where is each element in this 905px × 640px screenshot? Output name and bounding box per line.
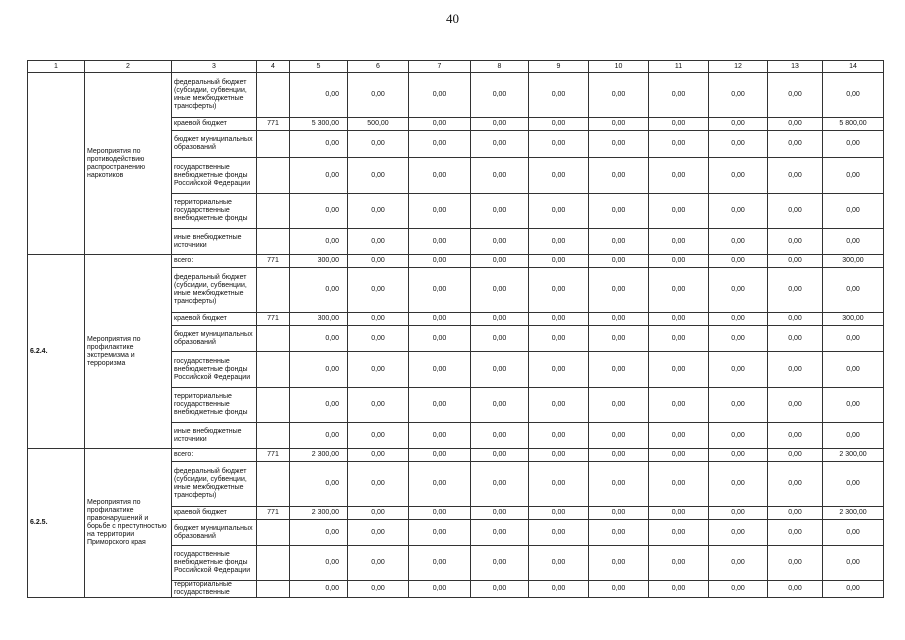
amount-cell: 0,00 [649,158,709,194]
amount-cell: 300,00 [290,313,348,326]
amount-cell: 0,00 [589,229,649,255]
amount-cell: 0,00 [409,229,471,255]
funding-source: краевой бюджет [172,118,257,131]
budget-code: 771 [257,255,290,268]
amount-cell: 0,00 [529,326,589,352]
table-row [28,449,884,462]
column-number: 8 [471,61,529,73]
amount-cell: 0,00 [529,388,589,423]
amount-cell: 0,00 [409,423,471,449]
amount-cell: 0,00 [409,449,471,462]
column-number: 13 [768,61,823,73]
amount-cell: 0,00 [471,229,529,255]
amount-cell: 0,00 [348,546,409,581]
amount-cell: 0,00 [471,268,529,313]
amount-cell: 0,00 [290,388,348,423]
amount-cell: 0,00 [709,268,768,313]
funding-source: территориальные государственные [172,581,257,598]
amount-cell: 0,00 [348,423,409,449]
funding-source: государственные внебюджетные фонды Российской Федерации [172,546,257,581]
amount-cell: 0,00 [409,546,471,581]
amount-cell: 0,00 [529,423,589,449]
amount-cell: 0,00 [589,423,649,449]
amount-cell: 0,00 [471,462,529,507]
budget-code [257,520,290,546]
amount-cell: 0,00 [471,313,529,326]
amount-cell: 0,00 [589,546,649,581]
amount-cell: 0,00 [409,520,471,546]
budget-code [257,194,290,229]
amount-cell: 0,00 [529,73,589,118]
amount-cell: 0,00 [471,507,529,520]
amount-cell: 0,00 [409,462,471,507]
amount-cell: 0,00 [589,326,649,352]
amount-cell: 0,00 [589,255,649,268]
column-number-row [28,61,884,73]
amount-cell: 0,00 [649,507,709,520]
amount-cell: 0,00 [649,449,709,462]
amount-cell: 0,00 [709,507,768,520]
amount-cell: 0,00 [589,462,649,507]
budget-code [257,546,290,581]
amount-cell: 0,00 [529,313,589,326]
amount-cell: 0,00 [529,229,589,255]
amount-cell: 0,00 [589,131,649,158]
amount-cell: 0,00 [589,268,649,313]
amount-cell: 0,00 [768,423,823,449]
amount-cell: 0,00 [823,131,884,158]
budget-code: 771 [257,449,290,462]
budget-code [257,158,290,194]
amount-cell: 0,00 [768,449,823,462]
amount-cell: 0,00 [471,73,529,118]
column-number: 2 [85,61,172,73]
budget-code: 771 [257,313,290,326]
amount-cell: 0,00 [823,462,884,507]
amount-cell: 0,00 [348,194,409,229]
amount-cell: 0,00 [649,229,709,255]
amount-cell: 0,00 [589,313,649,326]
amount-cell: 0,00 [709,462,768,507]
budget-code [257,229,290,255]
amount-cell: 0,00 [823,352,884,388]
budget-code [257,388,290,423]
amount-cell: 0,00 [589,388,649,423]
amount-cell: 0,00 [768,255,823,268]
amount-cell: 0,00 [823,546,884,581]
amount-cell: 0,00 [649,520,709,546]
amount-cell: 0,00 [823,388,884,423]
column-number: 5 [290,61,348,73]
amount-cell: 2 300,00 [823,507,884,520]
amount-cell: 0,00 [471,352,529,388]
amount-cell: 0,00 [649,423,709,449]
amount-cell: 0,00 [768,158,823,194]
activity-id [28,73,85,255]
amount-cell: 0,00 [290,158,348,194]
amount-cell: 0,00 [709,449,768,462]
amount-cell: 0,00 [589,520,649,546]
amount-cell: 0,00 [823,229,884,255]
column-number: 3 [172,61,257,73]
amount-cell: 0,00 [409,255,471,268]
amount-cell: 0,00 [649,268,709,313]
amount-cell: 0,00 [471,194,529,229]
column-number: 1 [28,61,85,73]
amount-cell: 0,00 [348,388,409,423]
budget-code [257,268,290,313]
amount-cell: 0,00 [709,546,768,581]
table-row [28,255,884,268]
amount-cell: 0,00 [348,449,409,462]
amount-cell: 500,00 [348,118,409,131]
amount-cell: 0,00 [589,158,649,194]
amount-cell: 0,00 [471,131,529,158]
amount-cell: 0,00 [589,581,649,598]
amount-cell: 0,00 [768,462,823,507]
amount-cell: 0,00 [471,326,529,352]
activity-name: Мероприятия по профилактике правонарушений и борьбе с преступностью на территории Приморского края [85,449,172,598]
amount-cell: 0,00 [290,546,348,581]
budget-table [27,60,884,598]
amount-cell: 0,00 [529,158,589,194]
amount-cell: 0,00 [649,546,709,581]
column-number: 14 [823,61,884,73]
amount-cell: 0,00 [709,581,768,598]
amount-cell: 0,00 [649,388,709,423]
amount-cell: 0,00 [768,73,823,118]
budget-code: 771 [257,118,290,131]
column-number: 11 [649,61,709,73]
amount-cell: 0,00 [589,118,649,131]
amount-cell: 0,00 [649,313,709,326]
funding-source: бюджет муниципальных образований [172,131,257,158]
amount-cell: 0,00 [649,352,709,388]
amount-cell: 0,00 [409,268,471,313]
funding-source: территориальные государственные внебюджетные фонды [172,194,257,229]
amount-cell: 0,00 [649,255,709,268]
amount-cell: 0,00 [348,131,409,158]
amount-cell: 0,00 [290,131,348,158]
amount-cell: 0,00 [768,229,823,255]
amount-cell: 0,00 [768,546,823,581]
amount-cell: 0,00 [709,229,768,255]
amount-cell: 0,00 [589,507,649,520]
amount-cell: 0,00 [471,388,529,423]
amount-cell: 0,00 [709,352,768,388]
amount-cell: 0,00 [471,118,529,131]
amount-cell: 0,00 [348,255,409,268]
amount-cell: 0,00 [529,581,589,598]
amount-cell: 0,00 [589,73,649,118]
budget-code [257,352,290,388]
amount-cell: 0,00 [649,462,709,507]
amount-cell: 0,00 [471,449,529,462]
amount-cell: 0,00 [529,449,589,462]
column-number: 4 [257,61,290,73]
amount-cell: 0,00 [709,423,768,449]
amount-cell: 0,00 [823,268,884,313]
amount-cell: 0,00 [348,520,409,546]
column-number: 10 [589,61,649,73]
amount-cell: 0,00 [649,194,709,229]
amount-cell: 0,00 [709,313,768,326]
amount-cell: 0,00 [768,268,823,313]
amount-cell: 0,00 [471,581,529,598]
page-number: 40 [446,11,459,26]
amount-cell: 0,00 [649,581,709,598]
funding-source: территориальные государственные внебюджетные фонды [172,388,257,423]
amount-cell: 0,00 [709,73,768,118]
amount-cell: 0,00 [471,255,529,268]
amount-cell: 0,00 [348,313,409,326]
amount-cell: 0,00 [348,462,409,507]
amount-cell: 0,00 [768,520,823,546]
table-body [28,73,884,598]
amount-cell: 300,00 [823,313,884,326]
amount-cell: 0,00 [709,388,768,423]
funding-source: иные внебюджетные источники [172,229,257,255]
amount-cell: 300,00 [823,255,884,268]
activity-name: Мероприятия по профилактике экстремизма и терроризма [85,255,172,449]
amount-cell: 0,00 [709,118,768,131]
amount-cell: 0,00 [290,229,348,255]
amount-cell: 2 300,00 [823,449,884,462]
amount-cell: 0,00 [823,326,884,352]
amount-cell: 0,00 [409,194,471,229]
amount-cell: 0,00 [409,131,471,158]
amount-cell: 0,00 [768,313,823,326]
amount-cell: 0,00 [409,118,471,131]
activity-id: 6.2.4. [28,255,85,449]
column-number: 12 [709,61,768,73]
amount-cell: 0,00 [823,73,884,118]
table-row [28,73,884,118]
budget-code [257,423,290,449]
amount-cell: 0,00 [709,131,768,158]
amount-cell: 0,00 [709,520,768,546]
amount-cell: 0,00 [529,268,589,313]
amount-cell: 0,00 [768,131,823,158]
amount-cell: 0,00 [290,326,348,352]
amount-cell: 0,00 [348,352,409,388]
amount-cell: 0,00 [768,388,823,423]
amount-cell: 0,00 [290,520,348,546]
amount-cell: 0,00 [529,462,589,507]
activity-name: Мероприятия по противодействию распространению наркотиков [85,73,172,255]
funding-source: всего: [172,449,257,462]
amount-cell: 0,00 [589,449,649,462]
amount-cell: 5 300,00 [290,118,348,131]
column-number: 7 [409,61,471,73]
amount-cell: 0,00 [348,507,409,520]
amount-cell: 0,00 [290,194,348,229]
amount-cell: 0,00 [409,507,471,520]
amount-cell: 0,00 [529,131,589,158]
amount-cell: 0,00 [348,229,409,255]
amount-cell: 0,00 [649,326,709,352]
amount-cell: 0,00 [709,255,768,268]
funding-source: краевой бюджет [172,313,257,326]
amount-cell: 0,00 [529,118,589,131]
amount-cell: 0,00 [471,520,529,546]
funding-source: бюджет муниципальных образований [172,520,257,546]
amount-cell: 0,00 [529,352,589,388]
amount-cell: 0,00 [649,118,709,131]
amount-cell: 300,00 [290,255,348,268]
budget-code [257,326,290,352]
amount-cell: 0,00 [348,268,409,313]
amount-cell: 0,00 [709,194,768,229]
amount-cell: 0,00 [409,313,471,326]
amount-cell: 0,00 [529,255,589,268]
amount-cell: 0,00 [823,520,884,546]
amount-cell: 0,00 [709,326,768,352]
amount-cell: 0,00 [409,158,471,194]
amount-cell: 0,00 [768,194,823,229]
amount-cell: 0,00 [409,326,471,352]
amount-cell: 0,00 [348,73,409,118]
budget-code [257,131,290,158]
amount-cell: 0,00 [649,73,709,118]
funding-source: иные внебюджетные источники [172,423,257,449]
amount-cell: 0,00 [409,388,471,423]
amount-cell: 0,00 [348,158,409,194]
amount-cell: 0,00 [290,73,348,118]
amount-cell: 0,00 [823,194,884,229]
funding-source: федеральный бюджет (субсидии, субвенции, иные межбюджетные трансферты) [172,73,257,118]
amount-cell: 0,00 [290,423,348,449]
funding-source: федеральный бюджет (субсидии, субвенции, иные межбюджетные трансферты) [172,268,257,313]
budget-code [257,73,290,118]
budget-code [257,462,290,507]
amount-cell: 0,00 [589,194,649,229]
budget-code [257,581,290,598]
funding-source: всего: [172,255,257,268]
amount-cell: 0,00 [823,581,884,598]
amount-cell: 0,00 [529,507,589,520]
column-number: 9 [529,61,589,73]
amount-cell: 2 300,00 [290,449,348,462]
amount-cell: 0,00 [290,462,348,507]
amount-cell: 5 800,00 [823,118,884,131]
amount-cell: 0,00 [348,581,409,598]
amount-cell: 0,00 [409,73,471,118]
amount-cell: 0,00 [823,423,884,449]
amount-cell: 0,00 [290,268,348,313]
activity-id: 6.2.5. [28,449,85,598]
amount-cell: 0,00 [768,326,823,352]
amount-cell: 0,00 [768,118,823,131]
funding-source: бюджет муниципальных образований [172,326,257,352]
amount-cell: 0,00 [823,158,884,194]
funding-source: государственные внебюджетные фонды Российской Федерации [172,352,257,388]
amount-cell: 0,00 [290,581,348,598]
amount-cell: 0,00 [589,352,649,388]
funding-source: государственные внебюджетные фонды Российской Федерации [172,158,257,194]
amount-cell: 0,00 [768,581,823,598]
amount-cell: 0,00 [348,326,409,352]
funding-source: федеральный бюджет (субсидии, субвенции, иные межбюджетные трансферты) [172,462,257,507]
amount-cell: 0,00 [768,507,823,520]
amount-cell: 0,00 [409,352,471,388]
amount-cell: 0,00 [649,131,709,158]
amount-cell: 0,00 [471,546,529,581]
amount-cell: 0,00 [529,194,589,229]
amount-cell: 0,00 [529,546,589,581]
budget-code: 771 [257,507,290,520]
amount-cell: 2 300,00 [290,507,348,520]
amount-cell: 0,00 [409,581,471,598]
amount-cell: 0,00 [768,352,823,388]
amount-cell: 0,00 [529,520,589,546]
amount-cell: 0,00 [709,158,768,194]
amount-cell: 0,00 [471,423,529,449]
column-number: 6 [348,61,409,73]
amount-cell: 0,00 [290,352,348,388]
amount-cell: 0,00 [471,158,529,194]
funding-source: краевой бюджет [172,507,257,520]
